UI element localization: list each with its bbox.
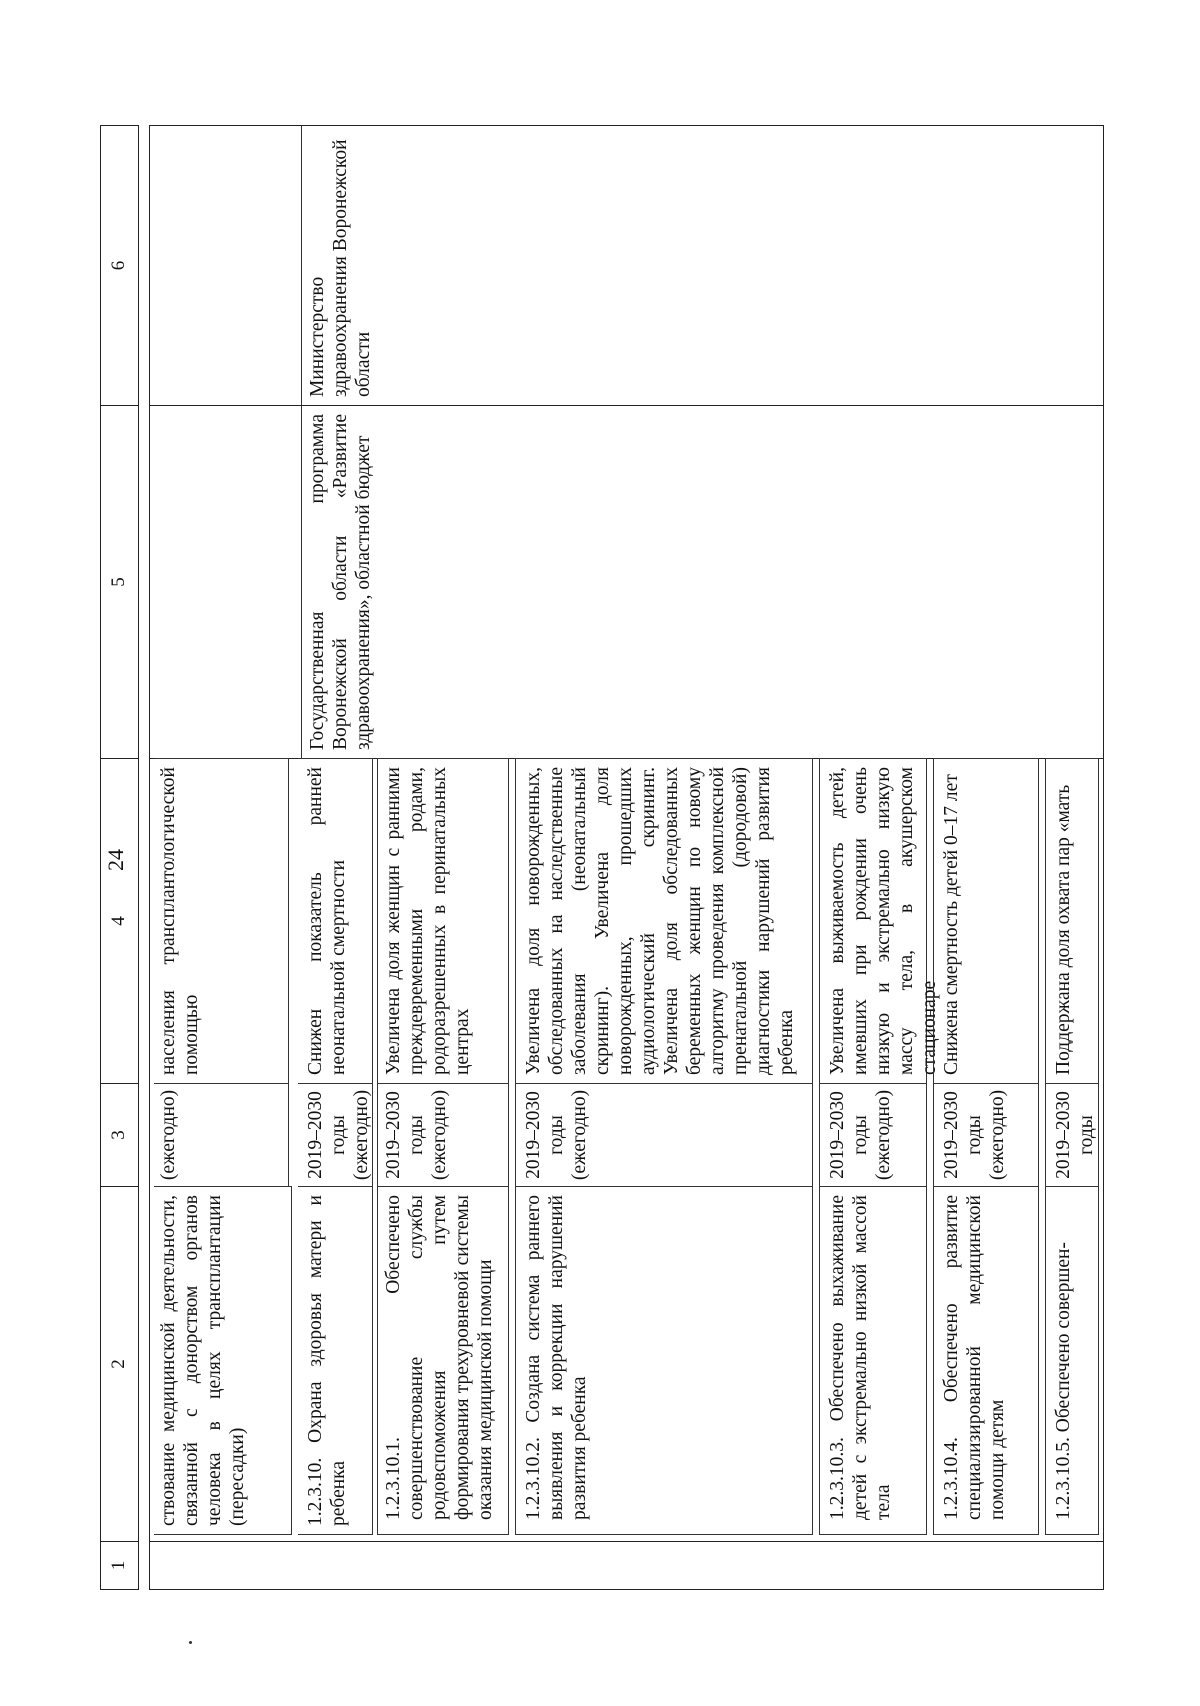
scan-dot — [189, 1641, 192, 1644]
row5-col4: Увеличена выживаемость детей, имевших при рождении очень низкую и экстремально низкую массу тела, в акушерском стационаре — [819, 758, 927, 1083]
row2-col2: 1.2.3.10. Охрана здоровья матери и ребенка — [298, 1186, 373, 1535]
program-table — [100, 125, 1104, 1590]
row1-col2: ствование медицинской деятельности, связанной с донорством органов человека в целях трансплантации (пересадки) — [154, 1186, 292, 1535]
header-col-5: 5 — [101, 406, 139, 759]
row4-col3: 2019–2030 годы (ежегодно) — [515, 1083, 813, 1186]
row5-col3: 2019–2030 годы (ежегодно) — [819, 1083, 927, 1186]
row4-col4: Увеличена доля новорожденных, обследованных на наследственные заболевания (неонатальный скрининг). Увеличена доля новорожденных, прошедших аудиологический скрининг. Увеличена доля обследованных беременных женщин по новому алгоритму проведения комплексной пренатальной (дородовой) диагностики нарушений развития ребенка — [515, 758, 813, 1083]
header-gap — [139, 126, 150, 1590]
row2-col4: Снижен показатель ранней неонатальной смертности — [298, 758, 373, 1083]
row3-col3: 2019–2030 годы (ежегодно) — [377, 1083, 509, 1186]
header-col-3: 3 — [101, 1084, 139, 1187]
table-row — [150, 126, 1104, 1590]
header-row — [101, 126, 139, 1590]
row6-col3: 2019–2030 годы (ежегодно) — [933, 1083, 1039, 1186]
page-number: 24 — [103, 849, 128, 871]
row6-col2: 1.2.3.10.4. Обеспечено развитие специализированной медицинской помощи детям — [933, 1186, 1039, 1535]
header-col-6: 6 — [101, 126, 139, 406]
row1-col3: (ежегодно) — [154, 1083, 289, 1186]
rotated-table-container — [100, 126, 1200, 1590]
inner-boxes-cell — [150, 759, 1104, 1542]
col6-text: Министерство здравоохранения Воронежской области — [307, 139, 374, 397]
col5-blank — [149, 406, 302, 758]
row5-col2: 1.2.3.10.3. Обеспечено выхаживание детей с экстремально низкой массой тела — [819, 1186, 927, 1535]
col6-blank — [149, 126, 302, 405]
row2-col3: 2019–2030 годы (ежегодно) — [298, 1083, 373, 1186]
row1-col4: населения трансплантологической помощью — [154, 758, 289, 1083]
row7-col3: 2019–2030 годы — [1045, 1083, 1099, 1186]
col6-cell — [150, 126, 1104, 406]
col1-cell — [150, 1542, 1104, 1590]
row3-col4: Увеличена доля женщин с ранними преждевременными родами, родоразрешенных в перинатальных центрах — [377, 758, 509, 1083]
row4-col2: 1.2.3.10.2. Создана система раннего выявления и коррекции нарушений развития ребенка — [515, 1186, 813, 1535]
row7-col2: 1.2.3.10.5. Обеспечено совершен- — [1045, 1186, 1099, 1535]
row3-col2: 1.2.3.10.1. Обеспечено совершенствование службы родовспоможения путем формирования трехуровневой системы оказания медицинской помощи — [377, 1186, 509, 1535]
row6-col4: Снижена смертность детей 0–17 лет — [933, 758, 1039, 1083]
header-col-2: 2 — [101, 1187, 139, 1542]
col5-text: Государственная программа Воронежской области «Развитие здравоохранения», областной бюджет — [307, 414, 374, 750]
inner-grid — [154, 765, 1099, 1535]
header-col-1: 1 — [101, 1542, 139, 1590]
header-col-4: 4 — [101, 759, 139, 1084]
col5-cell — [150, 406, 1104, 759]
row7-col4: Поддержана доля охвата пар «мать — [1045, 758, 1099, 1083]
